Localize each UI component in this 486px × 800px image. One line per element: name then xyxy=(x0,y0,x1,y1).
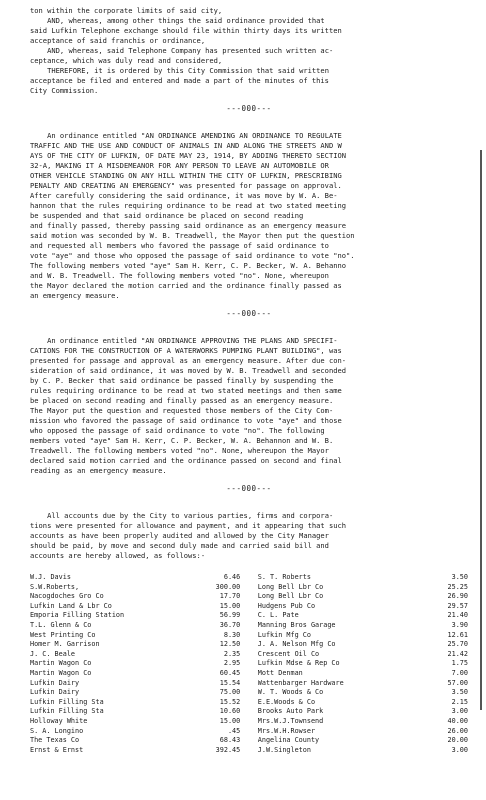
account-row xyxy=(30,659,240,669)
account-amount: 36.70 xyxy=(219,620,241,629)
account-amount: 21.42 xyxy=(447,649,468,658)
accounts-list xyxy=(30,573,468,755)
account-amount: 3.00 xyxy=(451,707,468,716)
text-line: reading as an emergency measure. xyxy=(30,466,167,475)
account-name: Nacogdoches Gro Co xyxy=(30,592,104,601)
text-line: and finally passed, thereby passing said ordinance as an emergency measure xyxy=(30,221,347,230)
account-amount: 21.40 xyxy=(447,611,468,620)
account-name: W.J. Davis xyxy=(30,573,71,581)
text-line: should be paid, by move and second duly made and carried said bill and xyxy=(30,541,329,550)
account-row xyxy=(258,746,468,756)
text-line: AYS OF THE CITY OF LUFKIN, OF DATE MAY 23, 1914, BY ADDING THERETO SECTION xyxy=(30,151,347,160)
account-amount: 3.90 xyxy=(451,620,468,629)
account-amount: 10.60 xyxy=(219,707,241,716)
text-line: mission who favored the passage of said ordinance to vote "aye" and those xyxy=(30,416,342,425)
account-amount: 3.50 xyxy=(451,573,468,581)
account-name: Lufkin Filling Sta xyxy=(30,707,104,716)
account-name: C. L. Pate xyxy=(257,611,299,620)
account-name: Long Bell Lbr Co xyxy=(257,582,324,591)
text-line: After carefully considering the said ordinance, it was move by W. A. Be- xyxy=(30,191,338,200)
account-name: Hudgens Pub Co xyxy=(257,601,316,610)
account-row xyxy=(30,650,240,660)
account-amount: 15.00 xyxy=(219,601,241,610)
account-row xyxy=(30,631,240,641)
account-name: Mott Denman xyxy=(257,668,303,677)
account-name: Crescent Oil Co xyxy=(257,649,320,658)
account-row xyxy=(258,640,468,650)
text-line: An ordinance entitled "AN ORDINANCE APPROVING THE PLANS AND SPECIFI- xyxy=(30,336,338,345)
account-name: J.W.Singleton xyxy=(257,745,311,754)
account-name: S. T. Roberts xyxy=(257,573,311,581)
account-name: S.W.Roberts, xyxy=(30,582,80,591)
account-amount: 56.99 xyxy=(219,611,241,620)
account-row xyxy=(258,650,468,660)
account-name: J. C. Beale xyxy=(30,649,76,658)
account-row xyxy=(30,688,240,698)
account-amount: 6.46 xyxy=(223,573,241,581)
account-row xyxy=(258,659,468,669)
account-row xyxy=(258,621,468,631)
account-row xyxy=(30,583,240,593)
text-line: declared said motion carried and the ordinance passed on second and final xyxy=(30,456,342,465)
account-row xyxy=(30,717,240,727)
account-amount: 3.00 xyxy=(451,745,468,754)
text-line: tions were presented for allowance and payment, and it appearing that such xyxy=(30,521,347,530)
account-row xyxy=(258,611,468,621)
account-name: Lufkin Mfg Co xyxy=(257,630,311,639)
account-name: Brooks Auto Park xyxy=(257,707,324,716)
account-row xyxy=(30,669,240,679)
text-line: said Lufkin Telephone exchange should file within thirty days its written xyxy=(30,26,342,35)
account-row xyxy=(30,698,240,708)
account-amount: 2.35 xyxy=(223,649,241,658)
account-amount: 8.30 xyxy=(223,630,241,639)
text-line: OTHER VEHICLE STANDING ON ANY HILL WITHIN THE CITY OF LUFKIN, PRESCRIBING xyxy=(30,171,342,180)
account-row xyxy=(258,736,468,746)
section-separator: ---000--- xyxy=(226,484,272,493)
account-amount: 7.00 xyxy=(451,668,468,677)
text-line: ton within the corporate limits of said city, xyxy=(30,6,223,15)
text-line: All accounts due by the City to various parties, firms and corpora- xyxy=(30,511,334,520)
text-line: members voted "aye" Sam H. Kerr, C. P. Becker, W. A. Behannon and W. B. xyxy=(30,436,334,445)
account-name: Lufkin Mdse & Rep Co xyxy=(257,659,340,668)
account-name: Wattenbarger Hardware xyxy=(257,678,344,687)
account-row xyxy=(30,592,240,602)
account-row xyxy=(258,573,468,583)
account-name: Martin Wagon Co xyxy=(30,659,92,668)
text-line: hannon that the rules requiring ordinance to be read at two stated meeting xyxy=(30,201,347,210)
text-line: who opposed the passage of said ordinance to vote "no". The following xyxy=(30,426,325,435)
account-name: Martin Wagon Co xyxy=(30,668,92,677)
text-line: vote "aye" and those who opposed the passage of said ordinance to vote "no". xyxy=(30,251,355,260)
account-row xyxy=(258,669,468,679)
account-amount: 25.70 xyxy=(447,640,468,649)
account-amount: .45 xyxy=(227,726,241,735)
text-line: AND, whereas, said Telephone Company has presented such written ac- xyxy=(30,46,334,55)
text-line: An ordinance entitled "AN ORDINANCE AMENDING AN ORDINANCE TO REGULATE xyxy=(30,131,342,140)
text-line: AND, whereas, among other things the said ordinance provided that xyxy=(30,16,325,25)
account-amount: 15.54 xyxy=(219,678,241,687)
account-name: Mrs.W.J.Townsend xyxy=(257,716,324,725)
accounts-column-left xyxy=(30,573,240,755)
text-line: The following members voted "aye" Sam H. Kerr, C. P. Becker, W. A. Behanno xyxy=(30,261,347,270)
accounts-column-right xyxy=(258,573,468,755)
account-amount: 40.00 xyxy=(447,716,468,725)
account-name: Ernst & Ernst xyxy=(30,745,84,754)
text-line: The Mayor put the question and requested those members of the City Com- xyxy=(30,406,334,415)
account-amount: 60.45 xyxy=(219,668,241,677)
account-name: Long Bell Lbr Co xyxy=(257,592,324,601)
account-row xyxy=(258,717,468,727)
account-amount: 26.90 xyxy=(447,592,468,601)
account-amount: 12.61 xyxy=(447,630,468,639)
account-name: Angelina County xyxy=(257,736,320,745)
account-name: Lufkin Dairy xyxy=(30,688,80,697)
account-row xyxy=(30,707,240,717)
text-line: an emergency measure. xyxy=(30,291,120,300)
text-line: presented for passage and approval as an emergency measure. After due con- xyxy=(30,356,347,365)
account-name: Manning Bros Garage xyxy=(257,620,336,629)
account-name: Lufkin Filling Sta xyxy=(30,697,104,706)
text-line: sideration of said ordinance, it was moved by W. B. Treadwell and seconded xyxy=(30,366,347,375)
account-amount: 1.75 xyxy=(451,659,468,668)
account-name: Holloway White xyxy=(30,716,88,725)
account-row xyxy=(258,583,468,593)
account-row xyxy=(258,631,468,641)
account-amount: 26.00 xyxy=(447,726,468,735)
text-line: and requested all members who favored the passage of said ordinance to xyxy=(30,241,329,250)
account-name: T.L. Glenn & Co xyxy=(30,620,92,629)
text-line: said motion was seconded by W. B. Treadwell, the Mayor then put the question xyxy=(30,231,355,240)
account-row xyxy=(30,611,240,621)
text-line: the Mayor declared the motion carried and the ordinance finally passed as xyxy=(30,281,342,290)
text-line: PENALTY AND CREATING AN EMERGENCY" was presented for passage on approval. xyxy=(30,181,342,190)
account-amount: 2.95 xyxy=(223,659,241,668)
text-line: rules requiring ordinance to be read at two stated meetings and then same xyxy=(30,386,342,395)
account-row xyxy=(258,602,468,612)
account-amount: 12.50 xyxy=(219,640,241,649)
account-name: Homer M. Garrison xyxy=(30,640,100,649)
account-amount: 20.00 xyxy=(447,736,468,745)
account-row xyxy=(258,727,468,737)
account-row xyxy=(30,602,240,612)
account-amount: 75.00 xyxy=(219,688,241,697)
waterworks-ordinance-paragraph xyxy=(30,336,468,476)
text-line: CATIONS FOR THE CONSTRUCTION OF A WATERWORKS PUMPING PLANT BUILDING", was xyxy=(30,346,342,355)
account-row xyxy=(258,698,468,708)
account-amount: 25.25 xyxy=(447,582,468,591)
account-amount: 2.15 xyxy=(451,697,468,706)
account-name: The Texas Co xyxy=(30,736,80,745)
account-name: Lufkin Land & Lbr Co xyxy=(30,601,112,610)
account-row xyxy=(258,707,468,717)
text-line: TRAFFIC AND THE USE AND CONDUCT OF ANIMALS IN AND ALONG THE STREETS AND W xyxy=(30,141,342,150)
account-name: S. A. Longino xyxy=(30,726,84,735)
account-name: W. T. Woods & Co xyxy=(257,688,324,697)
account-amount: 300.00 xyxy=(215,582,241,591)
text-line: be placed on second reading and finally passed as an emergency measure. xyxy=(30,396,334,405)
text-line: be suspended and that said ordinance be placed on second reading xyxy=(30,211,304,220)
account-row xyxy=(30,640,240,650)
text-line: City Commission. xyxy=(30,86,99,95)
page-edge-line xyxy=(480,150,482,710)
traffic-ordinance-paragraph xyxy=(30,131,468,301)
account-row xyxy=(258,592,468,602)
account-amount: 57.00 xyxy=(447,678,468,687)
account-amount: 15.52 xyxy=(219,697,241,706)
account-name: E.E.Woods & Co xyxy=(257,697,316,706)
account-name: J. A. Nelson Mfg Co xyxy=(257,640,336,649)
account-amount: 15.00 xyxy=(219,716,241,725)
account-row xyxy=(258,679,468,689)
account-row xyxy=(30,573,240,583)
text-line: THEREFORE, it is ordered by this City Commission that said written xyxy=(30,66,329,75)
text-line: accounts as have been properly audited and allowed by the City Manager xyxy=(30,531,329,540)
account-name: Lufkin Dairy xyxy=(30,678,80,687)
text-line: ceptance, which was duly read and considered, xyxy=(30,56,223,65)
account-name: West Printing Co xyxy=(30,630,96,639)
text-line: 32-A, MAKING IT A MISDEMEANOR FOR ANY PERSON TO LEAVE AN AUTOMOBILE OR xyxy=(30,161,329,170)
text-line: and W. B. Treadwell. The following members voted "no". None, whereupon xyxy=(30,271,329,280)
account-amount: 3.50 xyxy=(451,688,468,697)
account-row xyxy=(30,727,240,737)
account-amount: 392.45 xyxy=(215,745,241,754)
account-row xyxy=(30,621,240,631)
account-name: Emporia Filling Station xyxy=(30,611,125,620)
account-amount: 17.70 xyxy=(219,592,241,601)
section-separator: ---000--- xyxy=(226,104,272,113)
account-row xyxy=(258,688,468,698)
account-name: Mrs.W.H.Rowser xyxy=(257,726,316,735)
account-amount: 68.43 xyxy=(219,736,241,745)
text-line: acceptance of said franchis or ordinance, xyxy=(30,36,206,45)
account-amount: 29.57 xyxy=(447,601,468,610)
text-line: acceptance be filed and entered and made a part of the minutes of this xyxy=(30,76,329,85)
accounts-paragraph xyxy=(30,511,468,561)
text-line: by C. P. Becker that said ordinance be passed finally by suspending the xyxy=(30,376,334,385)
telephone-acceptance-paragraph xyxy=(30,6,468,96)
section-separator: ---000--- xyxy=(226,309,272,318)
account-row xyxy=(30,746,240,756)
text-line: Treadwell. The following members voted "no". None, whereupon the Mayor xyxy=(30,446,329,455)
account-row xyxy=(30,679,240,689)
account-row xyxy=(30,736,240,746)
text-line: accounts are hereby allowed, as follows:- xyxy=(30,551,206,560)
